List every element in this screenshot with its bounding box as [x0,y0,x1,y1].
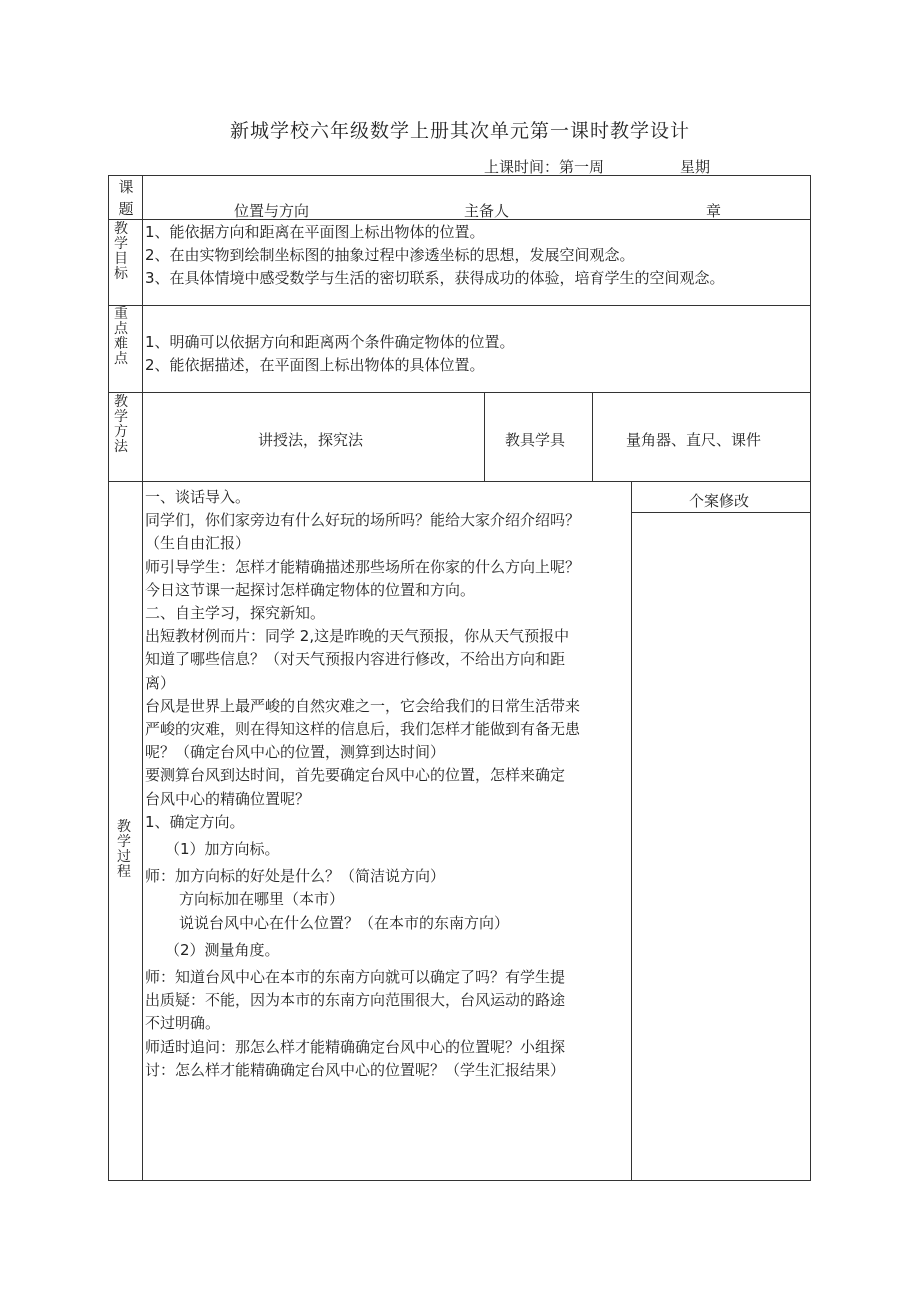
process-line: 师：加方向标的好处是什么？（简洁说方向） [145,867,446,886]
label-process-2: 学 [117,834,131,850]
process-line: （1）加方向标。 [165,840,280,859]
label-topic-2: 题 [118,200,134,218]
process-line: （生自由汇报） [145,534,251,553]
label-key-2: 点 [114,321,128,337]
label-process-4: 程 [117,864,131,880]
label-method-3: 方 [114,424,128,440]
row-divider-method [108,481,811,482]
label-key-3: 难 [114,336,128,352]
class-time-line [484,156,711,177]
process-line: 今日这节课一起探讨怎样确定物体的位置和方向。 [145,580,476,599]
goal-item: 3、在具体情境中感受数学与生活的密切联系，获得成功的体验，培育学生的空间观念。 [145,269,725,287]
process-line: 讨：怎么样才能精确确定台风中心的位置呢？（学生汇报结果） [145,1060,566,1079]
process-line: 出质疑：不能，因为本市的东南方向范围很大，台风运动的路途 [145,991,566,1010]
preparer-label: 主备人 [464,202,510,220]
row-divider-goals [108,305,811,306]
preparer-value: 章 [706,202,722,220]
label-process-3: 过 [117,849,131,865]
process-line: 台风中心的精确位置呢？ [145,789,311,808]
method-divider-1 [484,392,485,481]
revision-header: 个案修改 [689,492,750,510]
process-line: 一、谈话导入。 [145,488,251,506]
label-process-1: 教 [117,819,131,835]
label-goals-1: 教 [114,221,128,237]
label-method-1: 教 [114,394,128,410]
tools-label: 教具学具 [505,431,566,449]
class-time-label: 上课时间：第一周 [484,158,605,176]
label-goals-2: 学 [114,236,128,252]
label-goals-3: 目 [114,251,128,267]
revision-column-divider [631,481,632,1181]
process-line: （2）测量角度。 [165,940,280,959]
process-line: 同学们，你们家旁边有什么好玩的场所吗？能给大家介绍介绍吗？ [145,511,581,530]
process-line: 二、自主学习，探究新知。 [145,604,326,623]
process-line: 离） [145,673,176,692]
label-goals-4: 标 [114,266,128,282]
label-key-4: 点 [114,351,128,367]
process-line: 呢？（确定台风中心的位置，测算到达时间） [145,743,446,762]
label-topic-1: 课 [118,178,134,196]
goal-item: 2、在由实物到绘制坐标图的抽象过程中渗透坐标的思想，发展空间观念。 [145,246,635,264]
label-column-divider [142,175,143,1181]
revision-header-divider [631,512,811,513]
weekday-label: 星期 [680,158,711,176]
process-line: 台风是世界上最严峻的自然灾难之一，它会给我们的日常生活带来 [145,696,581,715]
label-method-4: 法 [114,439,128,455]
topic-value: 位置与方向 [234,202,310,220]
method-divider-2 [592,392,593,481]
method-value: 讲授法，探究法 [258,431,364,449]
process-line: 要测算台风到达时间，首先要确定台风中心的位置，怎样来确定 [145,766,566,785]
tools-value: 量角器、直尺、课件 [626,431,762,449]
process-line: 方向标加在哪里（本市） [179,890,345,909]
process-line: 1、确定方向。 [145,812,245,831]
process-line: 严峻的灾难，则在得知这样的信息后，我们怎样才能做到有备无患 [145,720,581,739]
process-line: 知道了哪些信息？（对天气预报内容进行修改，不给出方向和距 [145,650,566,669]
goal-item: 1、能依据方向和距离在平面图上标出物体的位置。 [145,223,485,241]
row-divider-key [108,392,811,393]
key-point-item: 1、明确可以依据方向和距离两个条件确定物体的位置。 [145,333,515,351]
process-line: 出短教材例而片：同学 2,这是昨晚的天气预报，你从天气预报中 [145,627,570,646]
key-point-item: 2、能依据描述，在平面图上标出物体的具体位置。 [145,356,485,374]
process-line: 不过明确。 [145,1014,221,1033]
process-line: 师引导学生：怎样才能精确描述那些场所在你家的什么方向上呢？ [145,557,581,576]
process-line: 师适时追问：那怎么样才能精确确定台风中心的位置呢？小组探 [145,1037,566,1056]
process-content [145,486,630,1082]
document-title: 新城学校六年级数学上册其次单元第一课时教学设计 [229,120,690,142]
process-line: 师：知道台风中心在本市的东南方向就可以确定了吗？有学生提 [145,968,566,987]
label-key-1: 重 [114,306,128,322]
process-line: 说说台风中心在什么位置？（在本市的东南方向） [179,913,510,932]
label-method-2: 学 [114,409,128,425]
